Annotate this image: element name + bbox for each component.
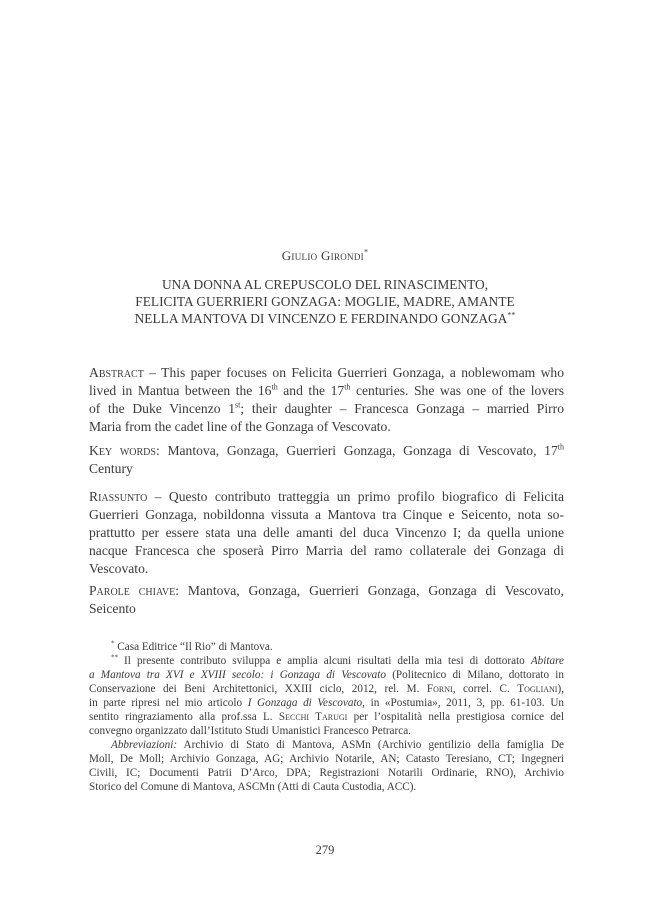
riassunto-section <box>89 488 564 578</box>
footnote-2-forni: Forni <box>426 683 453 695</box>
riassunto-label: Riassunto <box>89 489 148 504</box>
footnote-2-togliani: Togliani <box>517 683 558 695</box>
footnote-2-line-4-text-b: , in «Postumia», 2011, 3, pp. 61-103. Un <box>362 697 565 709</box>
abstract-line-2-part-a: lived in Mantua between the 16 <box>89 383 272 398</box>
riassunto-line-3: prattutto per essere stata una delle amanti del duca Vincenzo I; da quella unione <box>89 525 564 540</box>
riassunto-line-1 <box>89 488 564 506</box>
abstract-section <box>89 364 564 436</box>
keywords-line-1 <box>89 442 564 460</box>
footnote-2-line-4-text: in parte ripresi nel mio articolo <box>89 697 248 709</box>
riassunto-line-5: Vescovato. <box>89 561 149 576</box>
parole-chiave-section <box>89 582 564 618</box>
footnote-2-article-title: I Gonzaga di Vescovato <box>247 697 363 709</box>
abstract-line-3-part-b: ; their daughter – Francesca Gonzaga – married Pirro <box>240 401 564 416</box>
keywords-label: Key words <box>89 443 156 458</box>
title-line-3 <box>80 310 570 327</box>
title-line-2: FELICITA GUERRIERI GONZAGA: MOGLIE, MADRE, AMANTE <box>135 294 515 309</box>
footnotes <box>89 640 564 794</box>
footnote-2-line-2-text: (Politecnico di Milano, dottorato in <box>385 669 565 681</box>
footnote-2-line-1 <box>89 654 564 668</box>
footnote-2-line-5-text: sentito ringraziamento alla prof.ssa L. <box>89 711 279 723</box>
abstract-sup-1: th <box>271 382 278 392</box>
footnote-1-text: Casa Editrice “Il Rio” di Mantova. <box>114 641 273 653</box>
parole-label: Parole chiave <box>89 583 176 598</box>
parole-line-1-text: : Mantova, Gonzaga, Guerrieri Gonzaga, Gonzaga di Vescovato, <box>175 583 564 598</box>
abbreviations-label: Abbreviazioni: <box>111 739 178 751</box>
riassunto-line-4: nacque Francesca che sposerà Pirro Marria del ramo collaterale dei Gonzaga di <box>89 543 564 558</box>
abbreviations-line-3: Civili, IC; Documenti Patrii D’Arco, DPA; Registrazioni Notarili Ordinarie, RNO), Archivio <box>89 767 564 779</box>
footnote-2-marker: ** <box>111 653 118 662</box>
parole-line-1 <box>89 582 564 600</box>
author-name <box>0 248 650 264</box>
footnote-1-marker: * <box>111 639 115 648</box>
title-footnote-marker: ** <box>507 310 516 320</box>
riassunto-line-2: Guerrieri Gonzaga, nobildonna vissuta a Mantova tra Cinque e Seicento, nota so- <box>89 507 564 522</box>
author-footnote-marker: * <box>363 247 369 257</box>
keywords-line-2: Century <box>89 461 133 476</box>
footnote-2-thesis-title-b: a Mantova tra XVI e XVIII secolo: i Gonzaga di Vescovato <box>89 669 386 681</box>
title-line-3-text: NELLA MANTOVA DI VINCENZO E FERDINANDO GONZAGA <box>134 311 508 326</box>
abstract-line-1-text: – This paper focuses on Felicita Guerrieri Gonzaga, a noblewomam who <box>143 365 564 380</box>
abstract-line-2-part-b: and the 17 <box>277 383 345 398</box>
abstract-line-3-part-a: of the Duke Vincenzo 1 <box>89 401 236 416</box>
abbreviations-line-1 <box>89 738 564 752</box>
keywords-sup: th <box>557 442 564 452</box>
footnote-2-secchi-tarugi: Secchi Tarugi <box>278 711 348 723</box>
abbreviations-line-2: Moll, De Moll; Archivio Gonzaga, AG; Archivio Notarile, AN; Catasto Teresiano, CT; Ingegneri <box>89 753 564 765</box>
keywords-line-1-text: : Mantova, Gonzaga, Guerrieri Gonzaga, Gonzaga di Vescovato, 17 <box>155 443 558 458</box>
footnote-2-thesis-title-a: Abitare <box>530 655 564 667</box>
keywords-section <box>89 442 564 478</box>
footnote-1 <box>89 640 564 654</box>
footnote-2-line-6: convegno organizzato dall’Istituto Studi Umanistici Francesco Petrarca. <box>89 725 411 737</box>
riassunto-line-1-text: – Questo contributo tratteggia un primo profilo biografico di Felicita <box>147 489 564 504</box>
article-title <box>80 276 570 327</box>
footnote-2-line-3-text-c: ), <box>557 683 564 695</box>
abstract-sup-2: th <box>344 382 351 392</box>
title-line-1: UNA DONNA AL CREPUSCOLO DEL RINASCIMENTO, <box>161 277 489 292</box>
abstract-sup-3: st <box>235 400 241 410</box>
footnote-2-line-4 <box>89 696 564 710</box>
footnote-2-line-3 <box>89 682 564 696</box>
footnote-2-line-5-text-b: per l’ospitalità nella prestigiosa cornice del <box>347 711 565 723</box>
footnote-2-line-3-text-b: , correl. C. <box>452 683 518 695</box>
footnote-2-line-2 <box>89 668 564 682</box>
abstract-line-2 <box>89 382 564 400</box>
abstract-line-3 <box>89 400 564 418</box>
abstract-line-2-part-c: centuries. She was one of the lovers <box>350 383 564 398</box>
parole-line-2: Seicento <box>89 601 136 616</box>
footnote-2-line-1-text: Il presente contributo sviluppa e amplia alcuni risultati della mia tesi di dottorato <box>118 655 531 667</box>
abstract-line-1 <box>89 364 564 382</box>
abbreviations-line-1-text: Archivio di Stato di Mantova, ASMn (Archivio gentilizio della famiglia De <box>177 739 564 751</box>
footnote-2-line-3-text: Conservazione dei Beni Architettonici, XXIII ciclo, 2012, rel. M. <box>89 683 427 695</box>
abstract-line-4: Maria from the cadet line of the Gonzaga of Vescovato. <box>89 419 391 434</box>
author-name-text: Giulio Girondi <box>281 248 364 263</box>
abstract-label: Abstract <box>89 365 144 380</box>
abbreviations-line-4: Storico del Comune di Mantova, ASCMn (Atti di Cauta Custodia, ACC). <box>89 781 417 793</box>
page-number: 279 <box>315 843 335 857</box>
footnote-2-line-5 <box>89 710 564 724</box>
